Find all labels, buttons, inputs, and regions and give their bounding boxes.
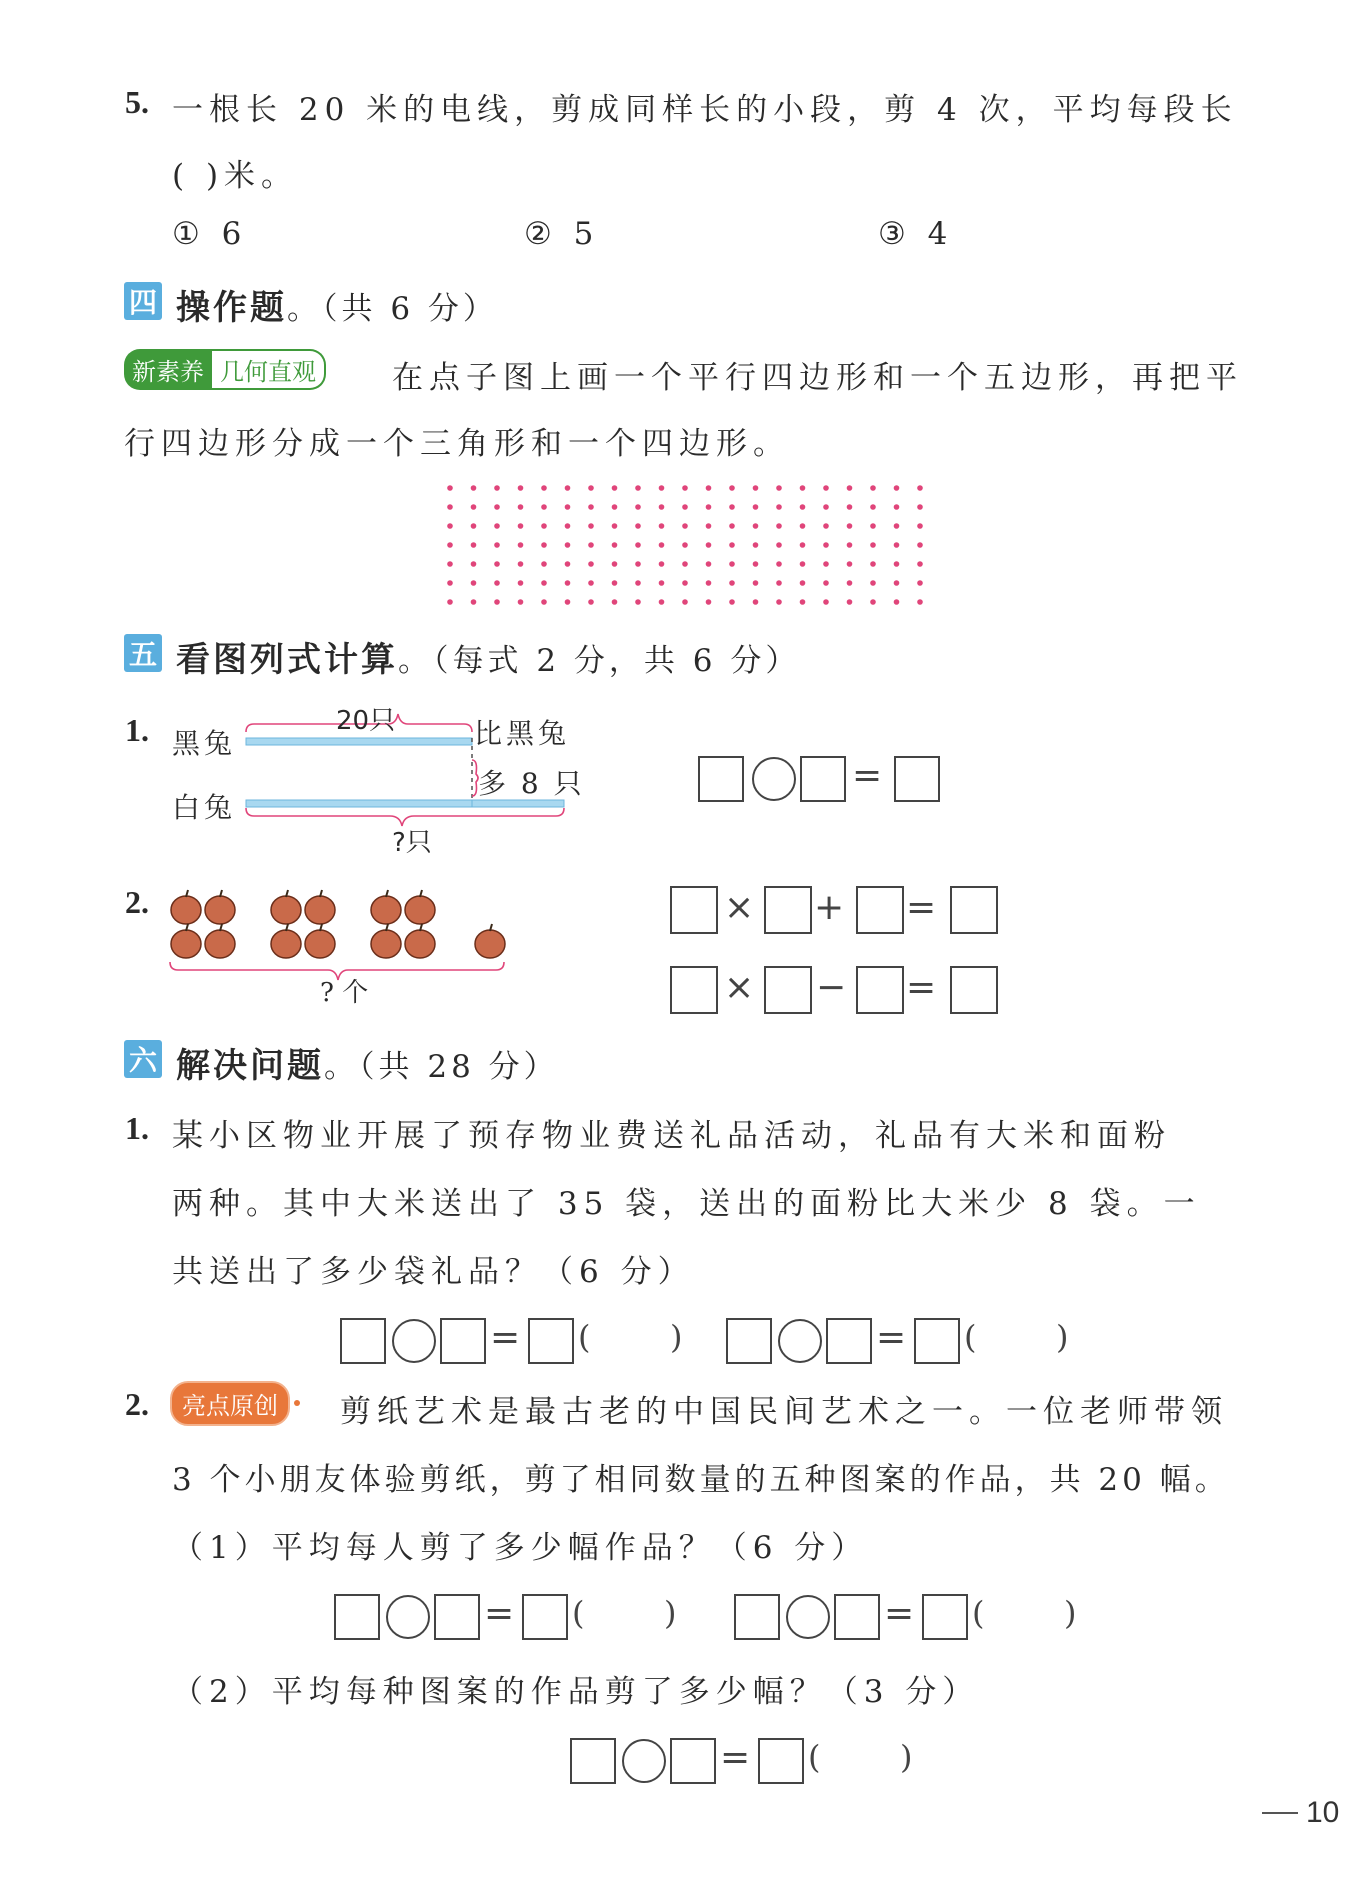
- grid-dot[interactable]: [518, 599, 524, 605]
- right-label-2: 多 8 只: [478, 767, 585, 800]
- grid-dot[interactable]: [823, 561, 829, 567]
- option-3[interactable]: ③ 4: [878, 216, 954, 252]
- grid-dot[interactable]: [729, 580, 735, 586]
- label-black-rabbit: 黑兔: [172, 727, 237, 760]
- grid-dot[interactable]: [565, 599, 571, 605]
- grid-dot[interactable]: [659, 504, 665, 510]
- grid-dot[interactable]: [894, 542, 900, 548]
- right-label-1: 比黑兔: [474, 717, 571, 750]
- grid-dot[interactable]: [588, 599, 594, 605]
- times-sign: ×: [724, 967, 755, 1008]
- section-title-text: 解决问题: [176, 1046, 324, 1086]
- question-number: 1.: [125, 1110, 149, 1146]
- grid-dot[interactable]: [471, 523, 477, 529]
- operator-circle[interactable]: [622, 1739, 666, 1783]
- apple-icon: [271, 890, 301, 924]
- grid-dot[interactable]: [823, 580, 829, 586]
- dot-grid[interactable]: [440, 480, 930, 610]
- grid-dot[interactable]: [471, 599, 477, 605]
- answer-box[interactable]: [950, 966, 998, 1014]
- grid-dot[interactable]: [518, 504, 524, 510]
- grid-dot[interactable]: [706, 599, 712, 605]
- grid-dot[interactable]: [847, 542, 853, 548]
- grid-dot[interactable]: [565, 485, 571, 491]
- unit-paren-close: ): [664, 1594, 677, 1632]
- grid-dot[interactable]: [823, 542, 829, 548]
- grid-dot[interactable]: [612, 561, 618, 567]
- grid-dot[interactable]: [471, 485, 477, 491]
- answer-box[interactable]: [826, 1318, 872, 1364]
- grid-dot[interactable]: [870, 542, 876, 548]
- grid-dot[interactable]: [894, 523, 900, 529]
- grid-dot[interactable]: [847, 504, 853, 510]
- grid-dot[interactable]: [518, 561, 524, 567]
- apple-icon: [305, 890, 335, 924]
- grid-dot[interactable]: [471, 542, 477, 548]
- answer-box[interactable]: [434, 1594, 480, 1640]
- grid-dot[interactable]: [870, 561, 876, 567]
- answer-box[interactable]: [764, 966, 812, 1014]
- page-number: 10: [1306, 1796, 1340, 1829]
- grid-dot[interactable]: [612, 580, 618, 586]
- operator-circle[interactable]: [392, 1319, 436, 1363]
- grid-dot[interactable]: [894, 599, 900, 605]
- grid-dot[interactable]: [776, 599, 782, 605]
- literacy-tag: [124, 350, 326, 388]
- apple-icon: [305, 924, 335, 958]
- answer-box[interactable]: [914, 1318, 960, 1364]
- grid-dot[interactable]: [612, 523, 618, 529]
- grid-dot[interactable]: [659, 580, 665, 586]
- question-text: 一根长 20 米的电线，剪成同样长的小段，剪 4 次，平均每段长: [172, 92, 1238, 128]
- grid-dot[interactable]: [847, 485, 853, 491]
- grid-dot[interactable]: [447, 580, 453, 586]
- grid-dot[interactable]: [588, 504, 594, 510]
- grid-dot[interactable]: [612, 485, 618, 491]
- grid-dot[interactable]: [518, 485, 524, 491]
- grid-dot[interactable]: [823, 504, 829, 510]
- grid-dot[interactable]: [800, 580, 806, 586]
- grid-dot[interactable]: [753, 485, 759, 491]
- grid-dot[interactable]: [870, 504, 876, 510]
- grid-dot[interactable]: [894, 580, 900, 586]
- grid-dot[interactable]: [800, 485, 806, 491]
- grid-dot[interactable]: [659, 542, 665, 548]
- grid-dot[interactable]: [659, 599, 665, 605]
- grid-dot[interactable]: [494, 504, 500, 510]
- grid-dot[interactable]: [635, 523, 641, 529]
- answer-box[interactable]: [670, 886, 718, 934]
- section-subtitle: 。（每式 2 分，共 6 分）: [398, 643, 801, 679]
- apple-icon: [371, 924, 401, 958]
- answer-box[interactable]: [340, 1318, 386, 1364]
- apple-icon: [371, 890, 401, 924]
- grid-dot[interactable]: [612, 504, 618, 510]
- grid-dot[interactable]: [682, 542, 688, 548]
- operator-circle[interactable]: [386, 1595, 430, 1639]
- grid-dot[interactable]: [823, 523, 829, 529]
- grid-dot[interactable]: [612, 542, 618, 548]
- grid-dot[interactable]: [682, 504, 688, 510]
- apple-brace-label: ? 个: [320, 978, 369, 1008]
- grid-dot[interactable]: [917, 599, 923, 605]
- grid-dot[interactable]: [800, 561, 806, 567]
- unit-paren-close: ): [1064, 1594, 1077, 1632]
- grid-dot[interactable]: [447, 561, 453, 567]
- grid-dot[interactable]: [753, 580, 759, 586]
- grid-dot[interactable]: [682, 561, 688, 567]
- grid-dot[interactable]: [541, 580, 547, 586]
- unit-paren-open: (: [972, 1594, 985, 1632]
- question-number: 1.: [125, 712, 149, 748]
- grid-dot[interactable]: [447, 523, 453, 529]
- page-number-dash: [1262, 1812, 1298, 1814]
- grid-dot[interactable]: [588, 542, 594, 548]
- answer-box[interactable]: [834, 1594, 880, 1640]
- apple-icon: [271, 924, 301, 958]
- answer-box[interactable]: [522, 1594, 568, 1640]
- grid-dot[interactable]: [894, 504, 900, 510]
- black-rabbit-bar: [246, 738, 472, 745]
- question-text: 两种。其中大米送出了 35 袋，送出的面粉比大米少 8 袋。一: [172, 1186, 1201, 1222]
- answer-box[interactable]: [894, 756, 940, 802]
- apple-icon: [205, 890, 235, 924]
- grid-dot[interactable]: [729, 542, 735, 548]
- grid-dot[interactable]: [729, 485, 735, 491]
- grid-dot[interactable]: [635, 599, 641, 605]
- answer-box[interactable]: [334, 1594, 380, 1640]
- question-text: 剪纸艺术是最古老的中国民间艺术之一。一位老师带领: [340, 1394, 1228, 1430]
- grid-dot[interactable]: [518, 580, 524, 586]
- grid-dot[interactable]: [541, 504, 547, 510]
- grid-dot[interactable]: [753, 561, 759, 567]
- apple-icon: [475, 924, 505, 958]
- question-text: 共送出了多少袋礼品？（6 分）: [172, 1254, 695, 1290]
- original-tag: [170, 1384, 300, 1422]
- answer-box[interactable]: [670, 966, 718, 1014]
- answer-box[interactable]: [440, 1318, 486, 1364]
- grid-dot[interactable]: [870, 580, 876, 586]
- grid-dot[interactable]: [706, 523, 712, 529]
- grid-dot[interactable]: [776, 523, 782, 529]
- grid-dot[interactable]: [776, 504, 782, 510]
- grid-dot[interactable]: [635, 561, 641, 567]
- grid-dot[interactable]: [706, 504, 712, 510]
- answer-box[interactable]: [800, 756, 846, 802]
- grid-dot[interactable]: [447, 599, 453, 605]
- answer-box[interactable]: [856, 966, 904, 1014]
- answer-box[interactable]: [950, 886, 998, 934]
- grid-dot[interactable]: [588, 561, 594, 567]
- times-sign: ×: [724, 887, 755, 928]
- answer-box[interactable]: [856, 886, 904, 934]
- answer-box[interactable]: [758, 1738, 804, 1784]
- answer-box[interactable]: [570, 1738, 616, 1784]
- grid-dot[interactable]: [847, 599, 853, 605]
- grid-dot[interactable]: [659, 561, 665, 567]
- operator-circle[interactable]: [786, 1595, 830, 1639]
- grid-dot[interactable]: [800, 599, 806, 605]
- question-text: 在点子图上画一个平行四边形和一个五边形，再把平: [392, 360, 1243, 396]
- original-tag-label: 亮点原创: [170, 1381, 290, 1426]
- grid-dot[interactable]: [541, 561, 547, 567]
- grid-dot[interactable]: [776, 580, 782, 586]
- grid-dot[interactable]: [682, 485, 688, 491]
- grid-dot[interactable]: [471, 504, 477, 510]
- grid-dot[interactable]: [518, 542, 524, 548]
- answer-box[interactable]: [764, 886, 812, 934]
- grid-dot[interactable]: [635, 542, 641, 548]
- grid-dot[interactable]: [635, 485, 641, 491]
- equals-sign: =: [852, 755, 883, 796]
- grid-dot[interactable]: [565, 504, 571, 510]
- tag-main: 新素养: [124, 349, 212, 390]
- equals-sign: =: [876, 1317, 907, 1358]
- grid-dot[interactable]: [753, 599, 759, 605]
- apple-icon: [405, 924, 435, 958]
- equals-sign: =: [490, 1317, 521, 1358]
- grid-dot[interactable]: [870, 523, 876, 529]
- answer-box[interactable]: [528, 1318, 574, 1364]
- unit-paren-close: ): [670, 1318, 683, 1356]
- grid-dot[interactable]: [847, 523, 853, 529]
- grid-dot[interactable]: [518, 523, 524, 529]
- section-subtitle: 。（共 6 分）: [287, 291, 498, 327]
- sub-question-2: （2）平均每种图案的作品剪了多少幅？（3 分）: [172, 1674, 980, 1710]
- grid-dot[interactable]: [894, 485, 900, 491]
- sub-question-1: （1）平均每人剪了多少幅作品？（6 分）: [172, 1530, 869, 1566]
- grid-dot[interactable]: [659, 523, 665, 529]
- equals-sign: =: [720, 1737, 751, 1778]
- grid-dot[interactable]: [706, 580, 712, 586]
- section-title-text: 看图列式计算: [176, 640, 398, 680]
- question-number: 2.: [125, 1386, 149, 1422]
- question-text: 某小区物业开展了预存物业费送礼品活动，礼品有大米和面粉: [172, 1118, 1171, 1154]
- grid-dot[interactable]: [753, 542, 759, 548]
- grid-dot[interactable]: [494, 580, 500, 586]
- unit-paren-close: ): [900, 1738, 913, 1776]
- apple-icon: [205, 924, 235, 958]
- option-2[interactable]: ② 5: [524, 216, 600, 252]
- grid-dot[interactable]: [800, 523, 806, 529]
- section-badge: 六: [124, 1040, 162, 1078]
- unit-paren-close: ): [1056, 1318, 1069, 1356]
- question-number: 2.: [125, 884, 149, 920]
- grid-dot[interactable]: [541, 542, 547, 548]
- grid-dot[interactable]: [706, 485, 712, 491]
- grid-dot[interactable]: [870, 485, 876, 491]
- equals-sign: =: [906, 887, 937, 928]
- grid-dot[interactable]: [494, 599, 500, 605]
- grid-dot[interactable]: [706, 542, 712, 548]
- grid-dot[interactable]: [447, 542, 453, 548]
- grid-dot[interactable]: [870, 599, 876, 605]
- grid-dot[interactable]: [706, 561, 712, 567]
- grid-dot[interactable]: [494, 561, 500, 567]
- plus-sign: +: [814, 887, 845, 928]
- grid-dot[interactable]: [729, 599, 735, 605]
- grid-dot[interactable]: [494, 523, 500, 529]
- grid-dot[interactable]: [565, 542, 571, 548]
- answer-box[interactable]: [670, 1738, 716, 1784]
- operator-circle[interactable]: [752, 757, 796, 801]
- minus-sign: −: [816, 967, 847, 1008]
- apple-icon: [171, 924, 201, 958]
- unit-paren-open: (: [572, 1594, 585, 1632]
- grid-dot[interactable]: [635, 580, 641, 586]
- grid-dot[interactable]: [565, 523, 571, 529]
- question-text: ( )米。: [172, 158, 299, 194]
- question-number: 5.: [125, 84, 149, 120]
- grid-dot[interactable]: [588, 523, 594, 529]
- equals-sign: =: [484, 1593, 515, 1634]
- grid-dot[interactable]: [847, 580, 853, 586]
- question-text: 3 个小朋友体验剪纸，剪了相同数量的五种图案的作品，共 20 幅。: [172, 1462, 1230, 1498]
- grid-dot[interactable]: [847, 561, 853, 567]
- grid-dot[interactable]: [541, 599, 547, 605]
- question-text: 行四边形分成一个三角形和一个四边形。: [124, 426, 790, 462]
- grid-dot[interactable]: [917, 542, 923, 548]
- equals-sign: =: [884, 1593, 915, 1634]
- grid-dot[interactable]: [823, 485, 829, 491]
- grid-dot[interactable]: [471, 561, 477, 567]
- unit-paren-open: (: [578, 1318, 591, 1356]
- unit-paren-open: (: [808, 1738, 821, 1776]
- grid-dot[interactable]: [917, 504, 923, 510]
- grid-dot[interactable]: [729, 504, 735, 510]
- section-subtitle: 。（共 28 分）: [324, 1049, 559, 1085]
- grid-dot[interactable]: [753, 523, 759, 529]
- apple-icon: [405, 890, 435, 924]
- apple-icon: [171, 890, 201, 924]
- grid-dot[interactable]: [541, 523, 547, 529]
- section-badge: 五: [124, 634, 162, 672]
- grid-dot[interactable]: [776, 542, 782, 548]
- grid-dot[interactable]: [565, 580, 571, 586]
- answer-box[interactable]: [922, 1594, 968, 1640]
- grid-dot[interactable]: [753, 504, 759, 510]
- grid-dot[interactable]: [894, 561, 900, 567]
- grid-dot[interactable]: [776, 561, 782, 567]
- top-brace-label: 20只: [336, 706, 396, 736]
- answer-box[interactable]: [726, 1318, 772, 1364]
- grid-dot[interactable]: [494, 542, 500, 548]
- grid-dot[interactable]: [588, 580, 594, 586]
- grid-dot[interactable]: [541, 485, 547, 491]
- grid-dot[interactable]: [588, 485, 594, 491]
- equals-sign: =: [906, 967, 937, 1008]
- unit-paren-open: (: [964, 1318, 977, 1356]
- grid-dot[interactable]: [612, 599, 618, 605]
- operator-circle[interactable]: [778, 1319, 822, 1363]
- grid-dot[interactable]: [776, 485, 782, 491]
- section-title: [176, 632, 800, 681]
- label-white-rabbit: 白兔: [172, 791, 237, 824]
- section-title: [176, 1038, 559, 1087]
- grid-dot[interactable]: [447, 485, 453, 491]
- grid-dot[interactable]: [800, 542, 806, 548]
- grid-dot[interactable]: [565, 561, 571, 567]
- grid-dot[interactable]: [682, 580, 688, 586]
- grid-dot[interactable]: [682, 523, 688, 529]
- grid-dot[interactable]: [917, 485, 923, 491]
- grid-dot[interactable]: [659, 485, 665, 491]
- bottom-brace-label: ?只: [392, 828, 432, 858]
- section-badge: 四: [124, 282, 162, 320]
- option-1[interactable]: ① 6: [172, 216, 248, 252]
- grid-dot[interactable]: [917, 561, 923, 567]
- grid-dot[interactable]: [729, 523, 735, 529]
- answer-box[interactable]: [698, 756, 744, 802]
- grid-dot[interactable]: [494, 485, 500, 491]
- grid-dot[interactable]: [917, 523, 923, 529]
- grid-dot[interactable]: [917, 580, 923, 586]
- answer-box[interactable]: [734, 1594, 780, 1640]
- grid-dot[interactable]: [682, 599, 688, 605]
- tag-sub: 几何直观: [212, 349, 326, 390]
- section-title: [176, 280, 498, 329]
- grid-dot[interactable]: [729, 561, 735, 567]
- grid-dot[interactable]: [800, 504, 806, 510]
- tag-dot-icon: [294, 1400, 300, 1406]
- grid-dot[interactable]: [471, 580, 477, 586]
- grid-dot[interactable]: [635, 504, 641, 510]
- section-title-text: 操作题: [176, 288, 287, 328]
- grid-dot[interactable]: [823, 599, 829, 605]
- grid-dot[interactable]: [447, 504, 453, 510]
